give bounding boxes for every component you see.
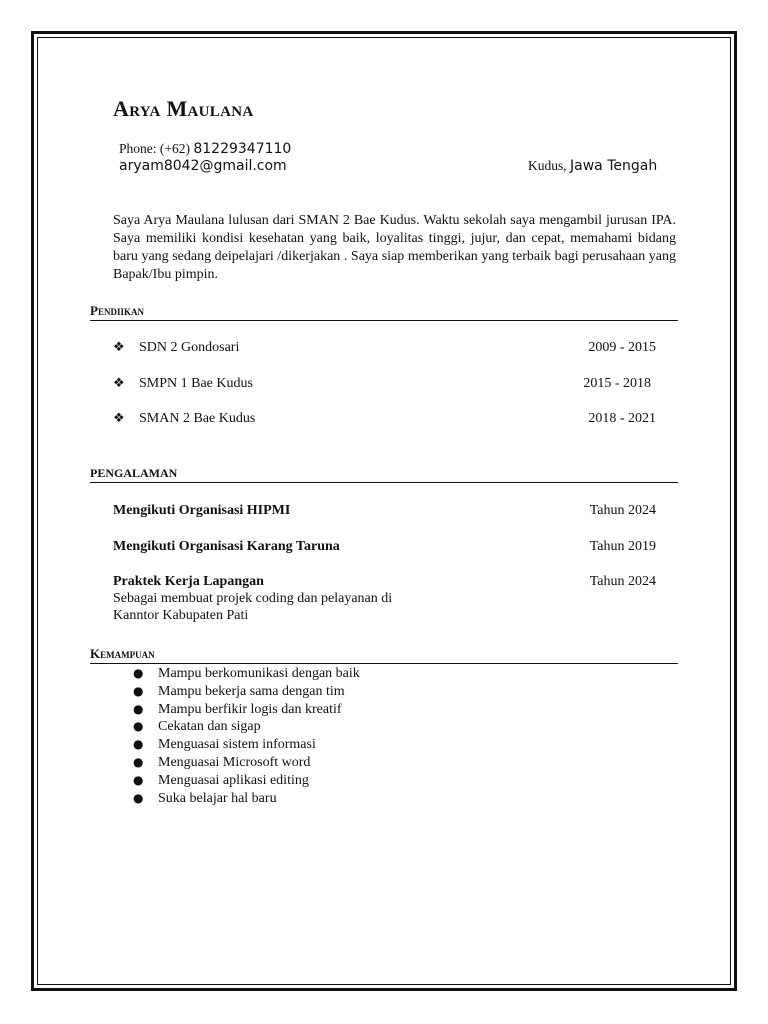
phone-number: 81229347110	[193, 141, 292, 157]
diamond-bullet-icon: ❖	[113, 340, 125, 355]
dot-bullet-icon: ●	[133, 737, 144, 752]
experience-description: Sebagai membuat projek coding dan pelayanan di Kanntor Kabupaten Pati	[113, 591, 393, 623]
dot-bullet-icon: ●	[133, 754, 144, 769]
skill-item: ● Mampu bekerja sama dengan tim	[133, 683, 345, 699]
summary-paragraph: Saya Arya Maulana lulusan dari SMAN 2 Bae Kudus. Waktu sekolah saya mengambil jurusan IPA. Saya memiliki kondisi kesehatan yang baik, loyalitas tinggi, jujur, dan cepat, memahami bidang baru yang sedang deipelajari /dikerjakan . Saya siap memberikan yang terbaik bagi perusahaan yang Bapak/Ibu pimpin.	[113, 213, 676, 282]
experience-item	[113, 503, 656, 519]
skill-item: ● Cekatan dan sigap	[133, 719, 261, 735]
experience-year: Tahun 2024	[589, 574, 656, 589]
experience-section-title: PENGALAMAN	[90, 466, 678, 483]
education-school: SDN 2 Gondosari	[139, 340, 240, 355]
diamond-bullet-icon: ❖	[113, 411, 125, 426]
education-school: SMPN 1 Bae Kudus	[139, 376, 253, 391]
education-item	[113, 376, 656, 394]
dot-bullet-icon: ●	[133, 701, 144, 716]
experience-title: Praktek Kerja Lapangan	[113, 574, 264, 589]
phone-line	[119, 141, 291, 157]
phone-label: Phone: (+62)	[119, 141, 190, 156]
experience-item	[113, 539, 656, 555]
education-years: 2009 - 2015	[588, 340, 656, 355]
skill-item: ● Mampu berfikir logis dan kreatif	[133, 701, 342, 717]
experience-year: Tahun 2024	[589, 503, 656, 518]
dot-bullet-icon: ●	[133, 790, 144, 805]
experience-item	[113, 574, 656, 624]
dot-bullet-icon: ●	[133, 683, 144, 698]
location-province: Jawa Tengah	[570, 158, 658, 174]
dot-bullet-icon: ●	[133, 772, 144, 787]
education-school: SMAN 2 Bae Kudus	[139, 411, 256, 426]
education-years: 2015 - 2018	[583, 376, 651, 391]
dot-bullet-icon: ●	[133, 719, 144, 734]
skill-item: ● Suka belajar hal baru	[133, 790, 277, 806]
skill-item: ● Mampu berkomunikasi dengan baik	[133, 666, 360, 681]
education-item	[113, 340, 656, 358]
experience-title: Mengikuti Organisasi Karang Taruna	[113, 539, 340, 554]
skill-item: ● Menguasai aplikasi editing	[133, 772, 309, 788]
education-item	[113, 411, 656, 429]
experience-title: Mengikuti Organisasi HIPMI	[113, 503, 291, 518]
dot-bullet-icon: ●	[133, 666, 144, 680]
experience-year: Tahun 2019	[589, 539, 656, 554]
resume-name: Arya Maulana	[113, 96, 254, 121]
education-years: 2018 - 2021	[588, 411, 656, 426]
diamond-bullet-icon: ❖	[113, 376, 125, 391]
skills-section-title: Kemampuan	[90, 646, 678, 664]
skill-item: ● Menguasai Microsoft word	[133, 754, 311, 770]
skills-list	[133, 665, 360, 807]
location-city: Kudus,	[528, 158, 567, 173]
skill-item: ● Menguasai sistem informasi	[133, 737, 316, 753]
education-section-title: Pendiikan	[90, 303, 678, 321]
email-address: aryam8042@gmail.com	[119, 158, 287, 174]
location	[528, 158, 657, 174]
